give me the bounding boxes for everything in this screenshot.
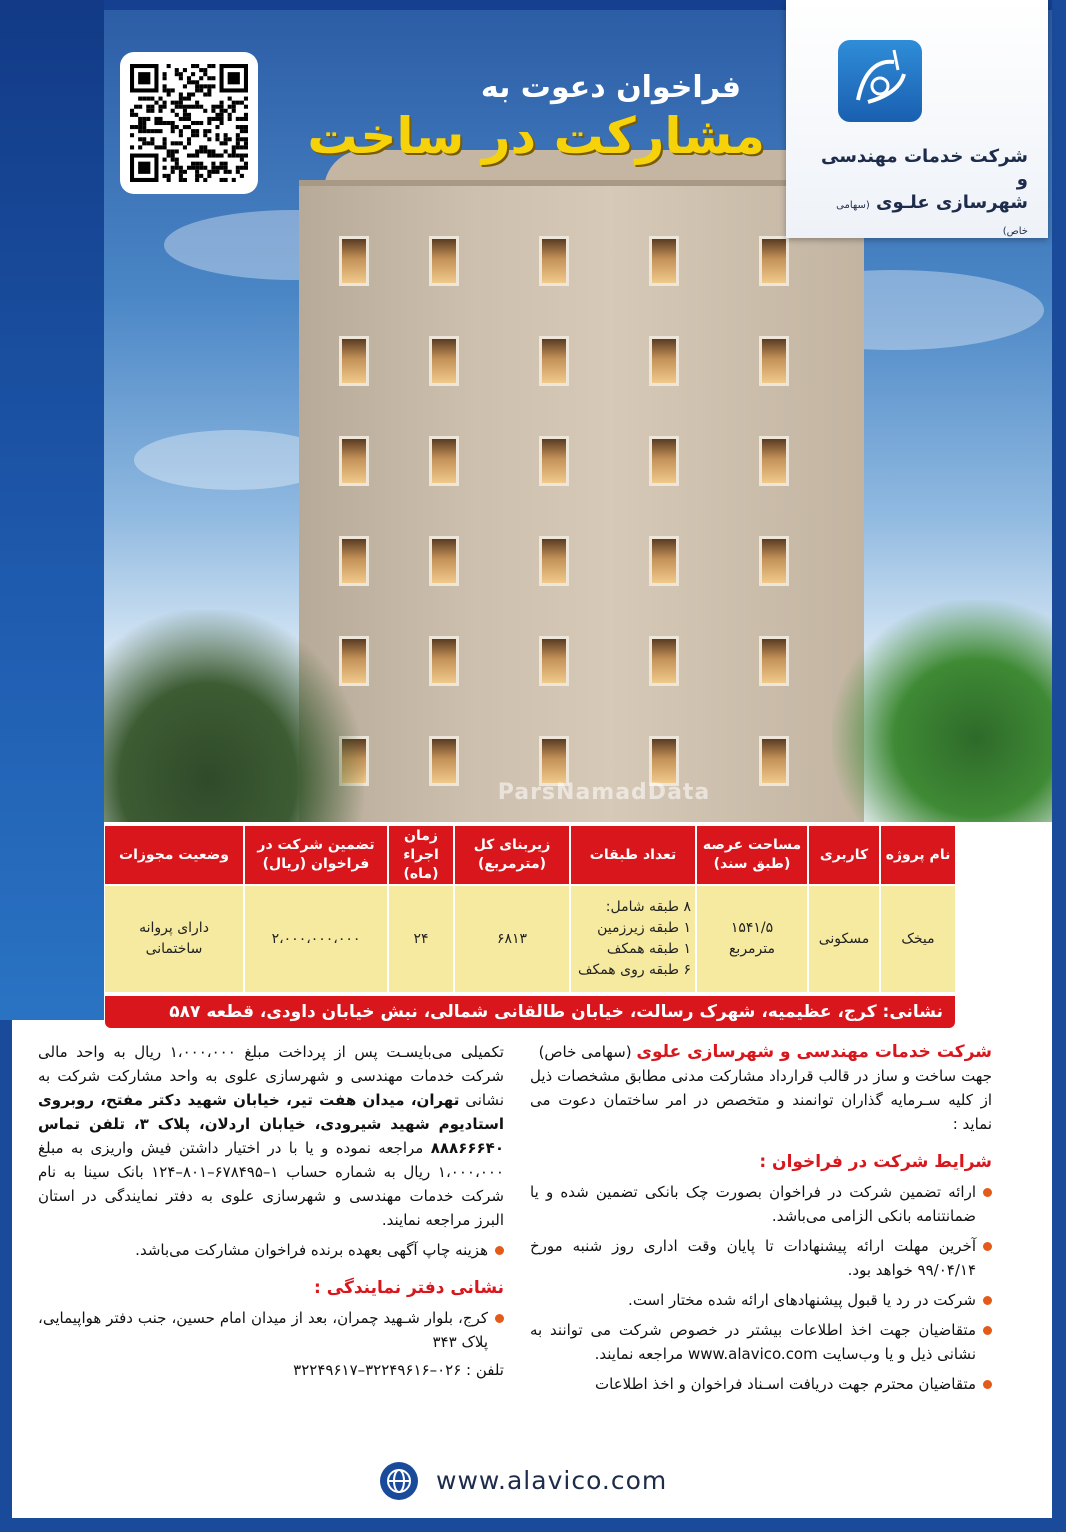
company-logo-card: [786, 0, 1048, 238]
cell-duration: ۲۴: [387, 886, 453, 992]
building-window: [649, 436, 679, 486]
floors-line: ۱ طبقه همکف: [606, 941, 691, 957]
condition-item: متقاضیان محترم جهت دریافت اسـناد فراخوان و اخذ اطلاعات: [530, 1372, 992, 1396]
permit-line: ساختمانی: [145, 941, 203, 957]
project-table: [105, 826, 955, 994]
company-logo-icon: [838, 40, 922, 122]
project-address: نشانی: کرج، عظیمیه، شهرک رسالت، خیابان طالقانی شمالی، نبش خیابان داودی، قطعه ۵۸۷: [105, 996, 955, 1028]
table-header-cell: زمان اجراء (ماه): [387, 826, 453, 884]
building-facade: [299, 180, 864, 822]
building-window: [339, 336, 369, 386]
cell-permit: [105, 886, 243, 992]
cell-land-area: [695, 886, 807, 992]
title-line-1: فراخوان دعوت به: [480, 70, 741, 105]
conditions-heading: شرایط شرکت در فراخوان :: [759, 1152, 992, 1172]
building-window: [539, 436, 569, 486]
building-window: [339, 536, 369, 586]
table-header-cell: وضعیت مجوزات: [105, 826, 243, 884]
table-header-cell: کاربری: [807, 826, 879, 884]
company-name-heading: شرکت خدمات مهندسی و شهرسازی علوی: [636, 1042, 992, 1062]
cell-floors: [569, 886, 695, 992]
office-phone: تلفن : ۰۲۶–۳۲۲۴۹۶۱۶–۳۲۲۴۹۶۱۷: [293, 1361, 504, 1379]
ad-title: [265, 70, 765, 165]
condition-item: شرکت در رد یا قبول پیشنهادهای ارائه شده مختار است.: [530, 1288, 992, 1312]
land-area-unit: مترمربع: [728, 941, 776, 957]
building-window: [429, 736, 459, 786]
company-name-line-1: شرکت خدمات مهندسی و: [821, 146, 1028, 190]
building-window: [649, 736, 679, 786]
permit-line: دارای پروانه: [139, 920, 209, 936]
details-paragraph: [38, 1040, 504, 1232]
website-link[interactable]: www.alavico.com: [436, 1466, 668, 1495]
building-window: [759, 236, 789, 286]
building-window: [539, 636, 569, 686]
watermark: ParsNamadData: [497, 780, 711, 805]
building-window: [429, 536, 459, 586]
building-window: [339, 236, 369, 286]
building-window: [539, 736, 569, 786]
table-header-cell: تضمین شرکت در فراخوان (ریال): [243, 826, 387, 884]
table-header-cell: نام پروژه: [879, 826, 955, 884]
table-header-row: [105, 826, 955, 884]
building-window: [649, 636, 679, 686]
building-window: [339, 436, 369, 486]
building-window: [649, 336, 679, 386]
cost-note: هزینه چاپ آگهی بعهده برنده فراخوان مشارکت می‌باشد.: [38, 1238, 504, 1262]
land-area-value: ۱۵۴۱/۵: [730, 920, 774, 936]
left-column: [38, 1040, 504, 1382]
floors-line: ۸ طبقه شامل:: [605, 899, 691, 915]
intro-paragraph: جهت ساخت و ساز در قالب قرارداد مشارکت مدنی مطابق مشخصات ذیل از کلیه سـرمایه گذاران توانمند و متخصص در امر ساختمان دعوت می نماید :: [530, 1067, 992, 1133]
cell-usage: مسکونی: [807, 886, 879, 992]
building-window: [759, 436, 789, 486]
floors-line: ۶ طبقه روی همکف: [577, 962, 691, 978]
cell-total-area: ۶۸۱۳: [453, 886, 569, 992]
right-column: [530, 1040, 992, 1396]
table-header-cell: تعداد طبقات: [569, 826, 695, 884]
table-header-cell: زیربنای کل (مترمربع): [453, 826, 569, 884]
office-heading: نشانی دفتر نمایندگی :: [314, 1278, 504, 1298]
building-window: [429, 236, 459, 286]
condition-item: آخرین مهلت ارائه پیشنهادات تا پایان وقت اداری روز شنبه مورخ ۹۹/۰۴/۱۴ خواهد بود.: [530, 1234, 992, 1282]
building-window: [759, 336, 789, 386]
green-tree: [832, 600, 1052, 822]
footer: [380, 1462, 710, 1502]
building-window: [649, 536, 679, 586]
company-name-block: [808, 145, 1028, 243]
building-window: [759, 536, 789, 586]
frame-left: [0, 0, 104, 1020]
details-text: مراجعه نموده و یا با در اختیار داشتن فیش واریزی به مبلغ ۱،۰۰۰،۰۰۰ ریال به شماره حساب ۱–۶۷۸۴۹۵–۸۰۱–۱۲۴ بانک سینا به نام شرکت خدمات مهندسی و شهرسازی علوی به دفتر نمایندگی در استان البرز مراجعه نمایند.: [38, 1139, 504, 1229]
building-window: [429, 336, 459, 386]
building-window: [759, 636, 789, 686]
company-name-suffix: (سهامی خاص): [836, 200, 1028, 237]
building-window: [649, 236, 679, 286]
qr-code-icon: [130, 62, 248, 184]
frame-left-lower: [0, 1020, 12, 1532]
table-header-cell: مساحت عرصه (طبق سند): [695, 826, 807, 884]
floors-line: ۱ طبقه زیرزمین: [597, 920, 691, 936]
qr-code[interactable]: [120, 52, 258, 194]
company-name-line-2: شهرسازی علـوی: [876, 192, 1028, 213]
frame-bottom: [0, 1518, 1066, 1532]
cell-guarantee: ۲،۰۰۰،۰۰۰،۰۰۰: [243, 886, 387, 992]
tehran-office-address: تهران، میدان هفت تیر، خیابان شهید دکتر مفتح، روبروی استادیوم شهید شیرودی، خیابان اردلان، پلاک ۳، تلفن تماس ۸۸۸۶۶۶۴۰: [38, 1091, 504, 1157]
palm-tree: [104, 610, 364, 822]
building-window: [539, 236, 569, 286]
globe-icon: [380, 1462, 418, 1500]
building-window: [429, 636, 459, 686]
cell-project-name: میخک: [879, 886, 955, 992]
condition-item: ارائه تضمین شرکت در فراخوان بصورت چک بانکی تضمین شده و یا ضمانتنامه بانکی الزامی می‌باشد.: [530, 1180, 992, 1228]
title-line-2: مشارکت در ساخت: [307, 107, 765, 165]
building-window: [429, 436, 459, 486]
table-row: [105, 886, 955, 992]
company-suffix: (سهامی خاص): [538, 1043, 632, 1061]
office-address: کرج، بلوار شـهید چمران، بعد از میدان امام حسین، جنب دفتر هواپیمایی، پلاک ۳۴۳: [38, 1306, 504, 1354]
building-window: [539, 536, 569, 586]
details-text: تکمیلی می‌بایسـت پس از پرداخت مبلغ ۱،۰۰۰،۰۰۰ ریال به واحد مالی شرکت خدمات مهندسی و شهرسازی علوی به واحد مشارکت شرکت به نشانی: [38, 1043, 504, 1109]
condition-item: متقاضیان جهت اخذ اطلاعات بیشتر در خصوص شرکت می توانند به نشانی ذیل و یا وب‌سایت www.alavico.com مراجعه نمایند.: [530, 1318, 992, 1366]
building-window: [759, 736, 789, 786]
building-window: [539, 336, 569, 386]
frame-right: [1052, 0, 1066, 1532]
